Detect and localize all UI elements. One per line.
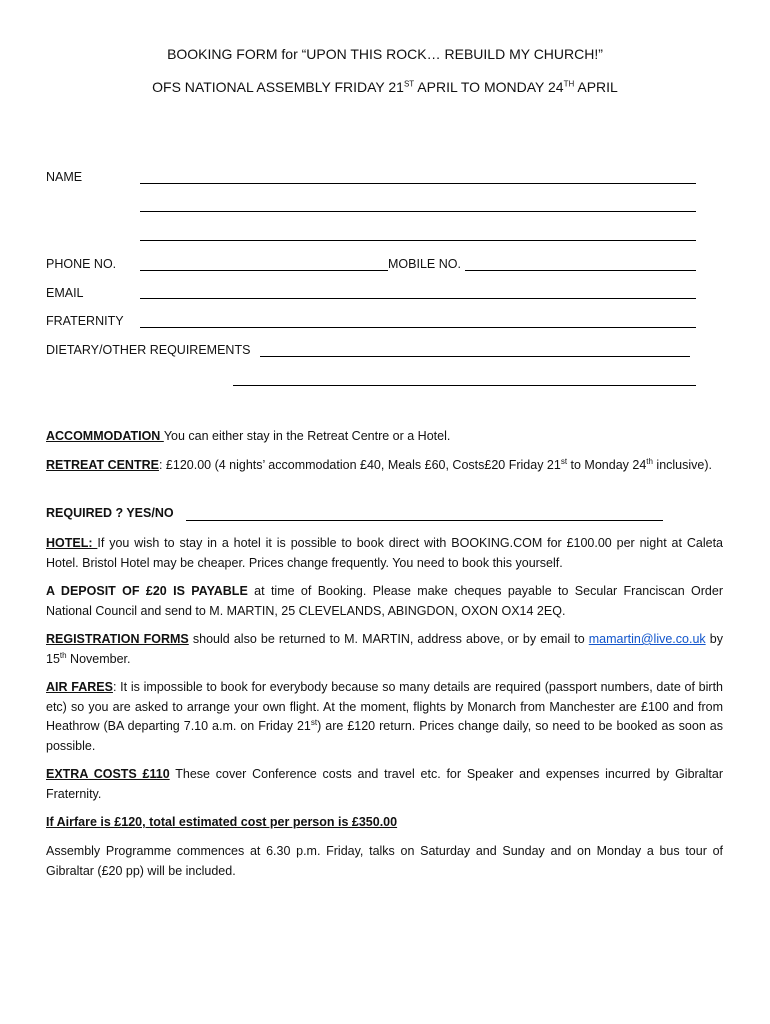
registration-paragraph	[46, 630, 723, 669]
fraternity-label: FRATERNITY	[46, 314, 124, 328]
registration-text-c: November.	[66, 651, 131, 666]
form-subtitle	[0, 79, 770, 95]
registration-email-link[interactable]: mamartin@live.co.uk	[588, 632, 706, 646]
retreat-heading: RETREAT CENTRE	[46, 458, 159, 472]
title-line-1: BOOKING FORM for “UPON THIS ROCK… REBUILD MY CHURCH!”	[167, 46, 603, 62]
name-line-3[interactable]	[140, 240, 696, 241]
email-label: EMAIL	[46, 286, 84, 300]
required-label: REQUIRED ? YES/NO	[46, 506, 174, 520]
subtitle-sup-2: TH	[563, 79, 575, 89]
email-line[interactable]	[140, 298, 696, 299]
phone-label: PHONE NO.	[46, 257, 117, 271]
registration-sup: th	[59, 650, 67, 660]
retreat-text-a: : £120.00 (4 nights’ accommodation £40, Meals £60, Costs£20 Friday 21	[158, 458, 561, 472]
dietary-line-1[interactable]	[260, 356, 690, 357]
required-line[interactable]	[186, 520, 663, 521]
hotel-paragraph	[46, 534, 723, 573]
registration-text-a: should also be returned to M. MARTIN, address above, or by email to	[188, 632, 589, 646]
total-cost-text: If Airfare is £120, total estimated cost per person is £350.00	[46, 815, 398, 829]
fraternity-line[interactable]	[140, 327, 696, 328]
deposit-text: at time of Booking. Please make cheques payable to Secular Franciscan Order National Council and send to M. MARTIN, 25 CLEVELANDS, ABINGDON, OXON OX14 2EQ.	[46, 584, 723, 618]
airfares-text-b: ) are £120 return. Prices change daily, so need to be booked as soon as possible.	[46, 719, 723, 753]
subtitle-text-b: APRIL TO MONDAY 24	[414, 79, 564, 95]
dietary-line-2[interactable]	[233, 385, 696, 386]
accommodation-paragraph	[46, 427, 723, 447]
name-line-1[interactable]	[140, 183, 696, 184]
extra-costs-paragraph	[46, 765, 723, 804]
programme-text: Assembly Programme commences at 6.30 p.m. Friday, talks on Saturday and Sunday and on Monday a bus tour of Gibraltar (£20 pp) will be included.	[46, 844, 723, 878]
airfares-heading: AIR FARES	[46, 680, 113, 694]
registration-heading: REGISTRATION FORMS	[46, 632, 189, 646]
retreat-text-c: inclusive).	[652, 458, 712, 472]
extra-costs-heading: EXTRA COSTS £110	[46, 767, 170, 781]
registration-text-b: by 15	[46, 632, 723, 666]
retreat-sup-2: th	[646, 456, 653, 466]
hotel-text: If you wish to stay in a hotel it is possible to book direct with BOOKING.COM for £100.00 per night at Caleta Hotel. Bristol Hotel may be cheaper. Prices change frequently. You need to book this yourself.	[46, 536, 723, 570]
airfares-text-a: : It is impossible to book for everybody because so many details are required (passport numbers, date of birth etc) so you are asked to arrange your own flight. At the moment, flights by Monarch from Manchester are £100 and from Heathrow (BA departing 7.10 a.m. on Friday 21	[46, 680, 723, 733]
airfares-sup: st	[310, 717, 318, 727]
accommodation-text: You can either stay in the Retreat Centre or a Hotel.	[163, 429, 451, 443]
name-label: NAME	[46, 170, 83, 184]
retreat-text-b: to Monday 24	[567, 458, 647, 472]
airfares-paragraph	[46, 678, 723, 756]
retreat-paragraph	[46, 456, 723, 476]
dietary-label: DIETARY/OTHER REQUIREMENTS	[46, 343, 251, 357]
mobile-line[interactable]	[465, 270, 696, 271]
subtitle-text-a: OFS NATIONAL ASSEMBLY FRIDAY 21	[152, 79, 404, 95]
mobile-label: MOBILE NO.	[388, 257, 461, 271]
name-line-2[interactable]	[140, 211, 696, 212]
accommodation-heading: ACCOMMODATION	[46, 429, 164, 443]
deposit-paragraph	[46, 582, 723, 621]
retreat-sup-1: st	[560, 456, 568, 466]
total-cost-paragraph	[46, 813, 723, 833]
hotel-heading: HOTEL:	[46, 536, 98, 550]
programme-paragraph	[46, 842, 723, 881]
extra-costs-text: These cover Conference costs and travel etc. for Speaker and expenses incurred by Gibraltar Fraternity.	[46, 767, 724, 801]
deposit-heading: A DEPOSIT OF £20 IS PAYABLE	[46, 584, 248, 598]
phone-line[interactable]	[140, 270, 388, 271]
subtitle-text-c: APRIL	[574, 79, 618, 95]
subtitle-sup-1: ST	[403, 79, 415, 89]
form-title	[0, 46, 770, 62]
